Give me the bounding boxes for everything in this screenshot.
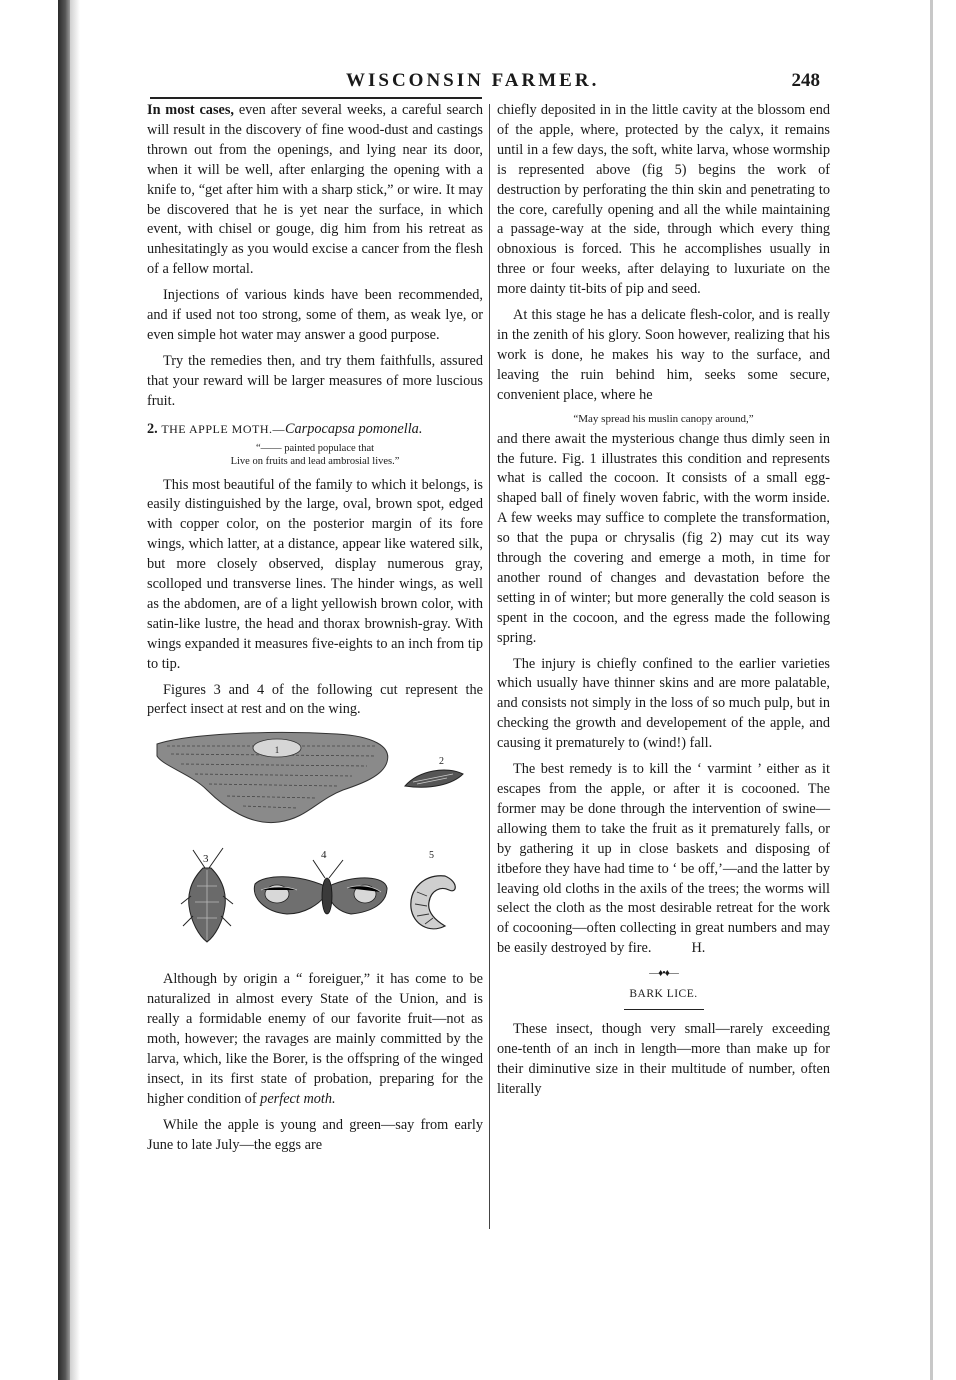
fig-cocoon-bark — [157, 733, 388, 823]
paragraph — [147, 101, 483, 280]
apple-moth-illustration — [147, 726, 483, 966]
fig-moth-at-rest — [181, 848, 233, 942]
fig-label: 2 — [439, 756, 444, 768]
paragraph — [497, 760, 830, 959]
paragraph-text: even after several weeks, a careful search will result in the discovery of fine wood-dust and castings thrown out from the openings, and lying near its door, when it will be well, after enlarging the opening with a knife to, “get after him with a sharp stick,” or wire. It may be discovered that he is yet near the surface, in which event, with chisel or gouge, dig him from his retreat as unhesitatingly as you would excise a cancer from the flesh of a fellow mortal. — [147, 102, 484, 278]
paragraph: While the apple is young and green—say from early June to late July—the eggs are — [147, 1116, 483, 1153]
page-header — [140, 70, 830, 94]
paragraph: At this stage he has a delicate flesh-color, and is really in the zenith of his glory. Soon however, realizing that his work is done, he makes his way to the surface, and leaving the ruin behind him, seeks some secure, convenient place, where he — [497, 307, 830, 403]
section-latin-name: Carpocapsa pomonella. — [284, 420, 423, 437]
lead-in: In most cases, — [147, 102, 235, 118]
inline-quote: “May spread his muslin canopy around,” — [573, 412, 754, 425]
fig-larva — [411, 850, 455, 929]
epigraph — [147, 442, 483, 468]
paragraph: This most beautiful of the family to which it belongs, is easily distinguished by the large, oval, brown spot, edged with copper color, on the posterior margin of its fore wings, which latter, at a distance, appear like watered silk, but more closely observed, display numerous gray, scolloped und transverse lines. The hinder wings, as well as the abdomen, are of a light yellowish brown color, with satin-like lustre, the head and thorax brownish-gray. With wings expanded it measures five-eights to an inch from tip to tip. — [147, 476, 483, 672]
left-column — [147, 101, 483, 1162]
header-rule — [150, 97, 482, 99]
paragraph: These insect, though very small—rarely exceeding one-tenth of an inch in length—more than make up for their diminutive size in their multitude of number, often literally — [497, 1021, 830, 1097]
paragraph: chiefly deposited in in the little cavity at the blossom end of the apple, where, protected by the calyx, it remains until in a few days, the soft, white larva, whose wormship is represented above (fig 5) begins the work of destruction by perforating the thin skin and penetrating to the core, carefully opening and all the while maintaining a passage-way at the side, through which every thing obnoxious is forced. This he accomplishes usually in three or four weeks, after delaying to luxuriate on the more dainty tit-bits of pip and seed. — [497, 102, 830, 298]
book-binding — [58, 0, 70, 1380]
paragraph: Try the remedies then, and try them faithfulls, assured that your reward will be larger measures of more luscious fruit. — [147, 352, 483, 409]
italic-phrase: perfect moth. — [260, 1090, 336, 1107]
paragraph-text: Although by origin a “ foreiguer,” it has come to be naturalized in almost every State of the Union, and is really a formidable enemy of our favorite fruit—not as moth, however; the ravages are mainly committed by the larva, which, like the Borer, is the offspring of the winged insect, in its first state of probation, preparing for the higher condition of — [147, 971, 483, 1107]
author-signature: H. — [691, 940, 706, 957]
section-heading — [147, 420, 483, 440]
fig-label: 4 — [321, 849, 327, 862]
fig-label: 1 — [274, 745, 280, 756]
running-title: WISCONSIN FARMER. — [346, 70, 600, 91]
binding-shadow — [70, 0, 80, 1380]
paragraph: The injury is chiefly confined to the earlier varieties which usually have thinner skins and are more palatable, and consists not simply in the loss of so much pulp, but in checking the growth and developement of the apple, and causing it prematurely to (wind!) fall. — [497, 655, 830, 752]
fig-moth-on-wing — [254, 849, 387, 914]
heading-rule — [624, 1009, 704, 1010]
page-number: 248 — [791, 70, 820, 91]
fig-label: 3 — [203, 853, 209, 866]
paragraph: Figures 3 and 4 of the following cut represent the perfect insect at rest and on the wing. — [147, 681, 483, 718]
section-number: 2. — [147, 420, 158, 437]
article-heading: BARK LICE. — [629, 988, 698, 1001]
paragraph: and there await the mysterious change thus dimly seen in the future. Fig. 1 illustrates this condition and represents what is called the cocoon. It consists of a small egg-shaped ball of finely woven fabric, with the worm inside. A few weeks may suffice to complete the transformation, so that the pupa or chrysalis (fig 2) may cut its way through the covering and emerge a moth, in time for another round of changes and devastation before the setting in of winter; but more generally the cold season is spent in the cocoon, and the egress made the following spring. — [497, 430, 830, 646]
section-title: THE APPLE MOTH.— — [161, 421, 285, 436]
page-edge — [930, 0, 933, 1380]
ornament-divider: —♦•♦— — [649, 968, 678, 980]
fig-chrysalis — [405, 756, 463, 787]
paragraph: Injections of various kinds have been recommended, and if used not too strong, some of them, as weak lye, or even simple hot water may answer a good purpose. — [147, 287, 483, 343]
paragraph — [147, 970, 483, 1109]
right-column — [497, 101, 830, 1106]
epigraph-line: Live on fruits and lead ambrosial lives.” — [230, 455, 400, 467]
fig-label: 5 — [429, 850, 434, 862]
epigraph-line: “—— painted populace that — [255, 442, 375, 454]
column-divider — [489, 104, 490, 1229]
engraving — [147, 726, 483, 966]
paragraph-text: The best remedy is to kill the ‘ varmint ’ either as it escapes from the apple, or after it is cocooned. The former may be done through the intervention of swine—allowing them to take the fruit as it prematurely falls, or by gathering it up in close baskets and disposing of itbefore they have had time to ‘ be off,’—and the latter by leaving old cloths in the axils of the trees; the worms will select the cloth as the most desirable retreat for the work of cocooning—often collecting in great numbers and may be easily destroyed by fire. — [497, 761, 830, 957]
